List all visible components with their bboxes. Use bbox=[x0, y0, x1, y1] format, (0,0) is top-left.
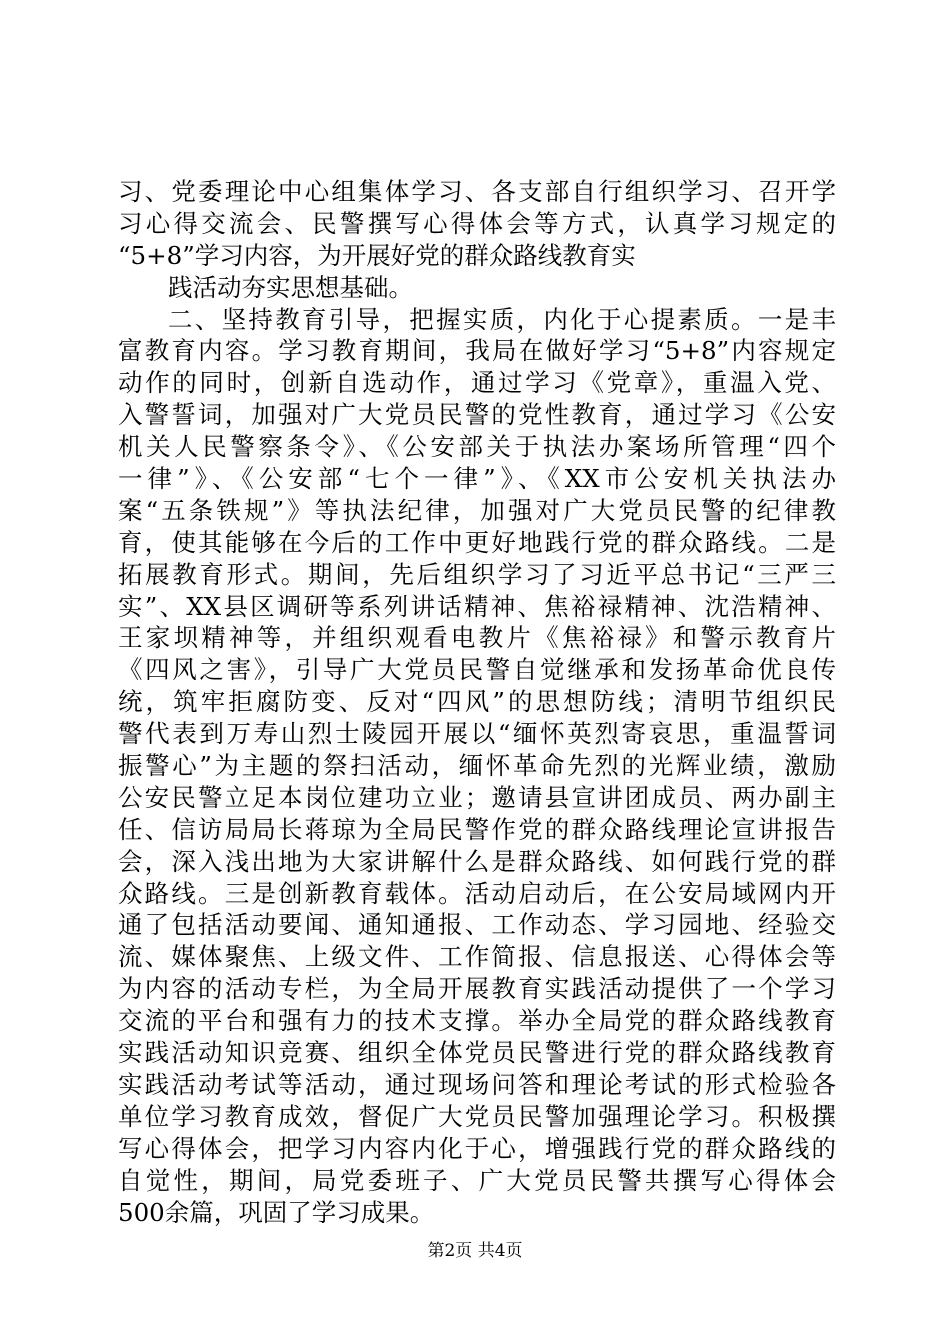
body-line: 践活动夯实思想基础。 bbox=[168, 272, 413, 302]
body-line: 通了包括活动要闻、通知通报、工作动态、学习园地、经验交 bbox=[118, 910, 836, 940]
body-line: 机关人民警察条令》、《公安部关于执法办案场所管理“四个 bbox=[118, 432, 836, 462]
body-line: 富教育内容。学习教育期间，我局在做好学习“5+8”内容规定 bbox=[118, 336, 836, 366]
body-line: 育，使其能够在今后的工作中更好地践行党的群众路线。二是 bbox=[118, 527, 836, 557]
body-line: 任、信访局局长蒋琼为全局民警作党的群众路线理论宣讲报告 bbox=[118, 814, 836, 844]
body-line: 写心得体会，把学习内容内化于心，增强践行党的群众路线的 bbox=[118, 1133, 836, 1163]
body-line: 实践活动考试等活动，通过现场问答和理论考试的形式检验各 bbox=[118, 1069, 836, 1099]
page-footer: 第2页 共4页 bbox=[427, 1241, 523, 1261]
body-line: 众路线。三是创新教育载体。活动启动后，在公安局域网内开 bbox=[118, 878, 836, 908]
body-line: 入警誓词，加强对广大党员民警的党性教育，通过学习《公安 bbox=[118, 400, 836, 430]
body-line: 习、党委理论中心组集体学习、各支部自行组织学习、召开学 bbox=[118, 177, 836, 206]
body-line: 会，深入浅出地为大家讲解什么是群众路线、如何践行党的群 bbox=[118, 846, 836, 876]
body-line: 一律”》、《公安部“七个一律”》、《XX市公安机关执法办 bbox=[118, 464, 836, 494]
body-line: 实践活动知识竞赛、组织全体党员民警进行党的群众路线教育 bbox=[118, 1038, 836, 1068]
body-line: 交流的平台和强有力的技术支撑。举办全局党的群众路线教育 bbox=[118, 1006, 836, 1036]
body-line: 二、坚持教育引导，把握实质，内化于心提素质。一是丰 bbox=[168, 304, 836, 334]
body-text bbox=[118, 176, 836, 1228]
body-line: 案“五条铁规”》等执法纪律，加强对广大党员民警的纪律教 bbox=[118, 495, 836, 525]
body-line: 500余篇，巩固了学习成果。 bbox=[118, 1197, 435, 1227]
body-line: 为内容的活动专栏，为全局开展教育实践活动提供了一个学习 bbox=[118, 974, 836, 1004]
body-line: 《四风之害》，引导广大党员民警自觉继承和发扬革命优良传 bbox=[118, 655, 836, 685]
body-line: 公安民警立足本岗位建功立业；邀请县宣讲团成员、两办副主 bbox=[118, 782, 836, 812]
body-line: 实”、XX县区调研等系列讲话精神、焦裕禄精神、沈浩精神、 bbox=[118, 591, 836, 621]
body-line: 王家坝精神等，并组织观看电教片《焦裕禄》和警示教育片 bbox=[118, 623, 836, 653]
body-line: 单位学习教育成效，督促广大党员民警加强理论学习。积极撰 bbox=[118, 1101, 836, 1131]
body-line: 流、媒体聚焦、上级文件、工作简报、信息报送、心得体会等 bbox=[118, 942, 836, 972]
body-line: 动作的同时，创新自选动作，通过学习《党章》，重温入党、 bbox=[118, 368, 836, 398]
body-line: 自觉性，期间，局党委班子、广大党员民警共撰写心得体会 bbox=[118, 1165, 836, 1195]
body-line: 拓展教育形式。期间，先后组织学习了习近平总书记“三严三 bbox=[118, 559, 836, 589]
body-line: “5+8”学习内容，为开展好党的群众路线教育实 bbox=[118, 240, 636, 270]
body-line: 习心得交流会、民警撰写心得体会等方式，认真学习规定的 bbox=[118, 208, 836, 238]
body-line: 警代表到万寿山烈士陵园开展以“缅怀英烈寄哀思，重温誓词 bbox=[118, 719, 836, 749]
body-line: 振警心”为主题的祭扫活动，缅怀革命先烈的光辉业绩，激励 bbox=[118, 751, 836, 781]
body-line: 统，筑牢拒腐防变、反对“四风”的思想防线；清明节组织民 bbox=[118, 687, 836, 717]
